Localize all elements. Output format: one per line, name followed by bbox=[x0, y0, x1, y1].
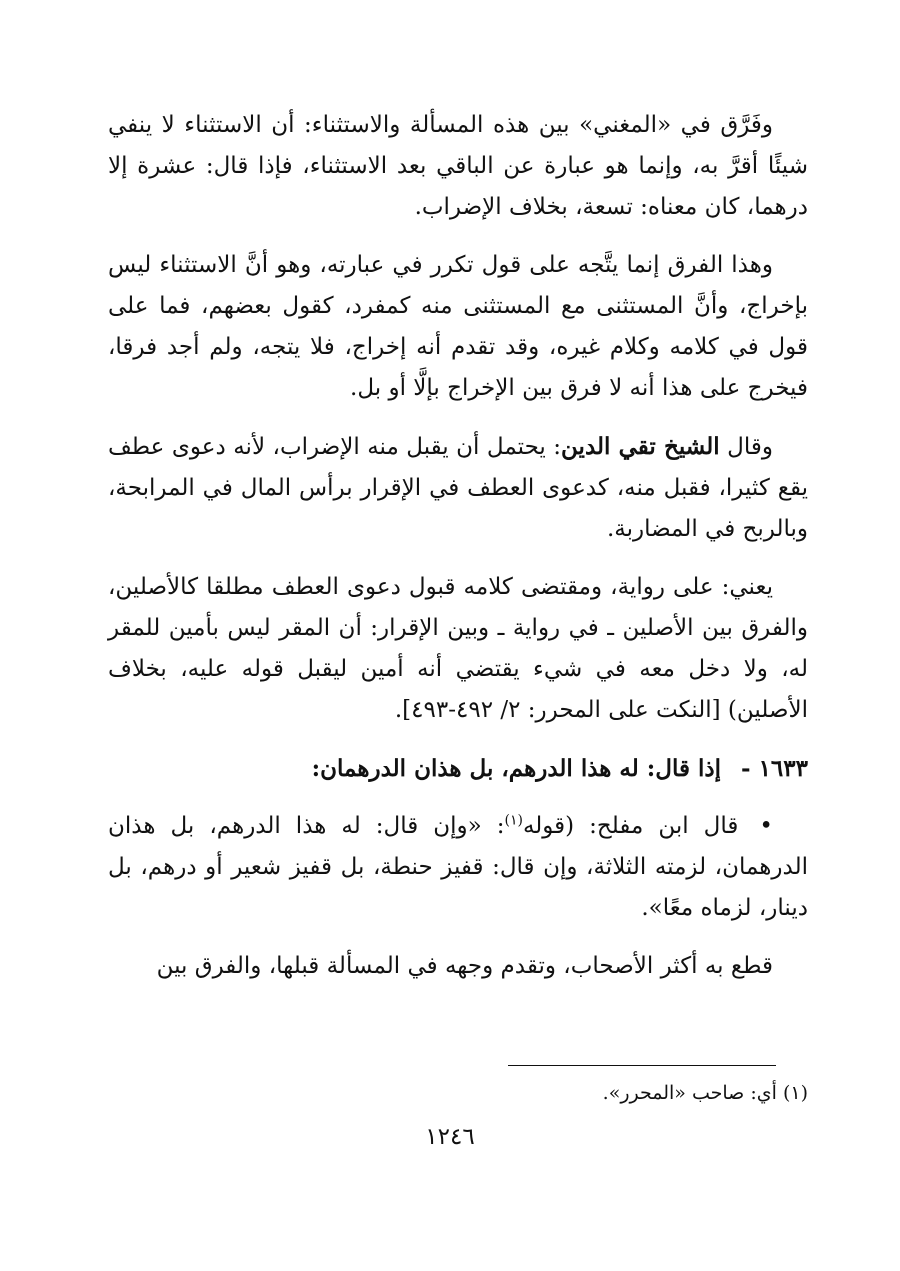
footnote-text: أي: صاحب «المحرر». bbox=[602, 1082, 777, 1104]
paragraph-3 bbox=[108, 426, 808, 550]
footnote-reference[interactable]: (١) bbox=[504, 812, 523, 829]
section-number: ١٦٣٣ - bbox=[741, 755, 808, 782]
paragraph-2: وهذا الفرق إنما يتَّجه على قول تكرر في عبارته، وهو أنَّ الاستثناء ليس بإخراج، وأنَّ المستثنى مع المستثنى منه كمفرد، كقول بعضهم، فما على قول في كلامه وكلام غيره، وقد تقدم أنه إخراج، فلا يتجه، ولم أجد فرقا، فيخرج على هذا أنه لا فرق بين الإخراج بإلَّا أو بل. bbox=[108, 252, 808, 401]
bullet-icon: • bbox=[759, 813, 773, 839]
scholar-name: الشيخ تقي الدين bbox=[561, 433, 720, 460]
paragraph-6: قطع به أكثر الأصحاب، وتقدم وجهه في المسألة قبلها، والفرق بين bbox=[156, 953, 773, 979]
paragraph-4: يعني: على رواية، ومقتضى كلامه قبول دعوى العطف مطلقا كالأصلين، والفرق بين الأصلين ـ في رواية ـ وبين الإقرار: أن المقر ليس بأمين للمقر له، ولا دخل معه في شيء يقتضي أنه أمين ليقبل قوله عليه، بخلاف الأصلين) [النكت على المحرر: ٢/ ٤٩٢-٤٩٣]. bbox=[108, 574, 808, 723]
footnote-marker: (١) bbox=[782, 1082, 808, 1104]
paragraph-1: وفَرَّق في «المغني» بين هذه المسألة والاستثناء: أن الاستثناء لا ينفي شيئًا أقرَّ به، وإنما هو عبارة عن الباقي بعد الاستثناء، فإذا قال: عشرة إلا درهما، كان معناه: تسعة، بخلاف الإضراب. bbox=[108, 112, 808, 220]
page-body bbox=[108, 105, 808, 1004]
page-number: ١٢٤٦ bbox=[425, 1124, 475, 1150]
section-heading bbox=[108, 748, 808, 789]
paragraph-5-before: قال ابن مفلح: (قوله bbox=[522, 813, 739, 839]
section-title: إذا قال: له هذا الدرهم، بل هذان الدرهمان: bbox=[311, 755, 722, 782]
paragraph-3-rest: : يحتمل أن يقبل منه الإضراب، لأنه دعوى عطف يقع كثيرا، فقبل منه، كدعوى العطف في الإقرار برأس المال في المرابحة، وبالربح في المضاربة. bbox=[108, 434, 808, 542]
paragraph-5 bbox=[108, 806, 808, 929]
footnote bbox=[108, 1078, 808, 1108]
paragraph-3-intro: وقال bbox=[727, 434, 773, 460]
paragraph-5-after: : «وإن قال: له هذا الدرهم، بل هذان الدرهمان، لزمته الثلاثة، وإن قال: قفيز حنطة، بل قفيز شعير أو درهم، بل دينار، لزماه معًا». bbox=[108, 813, 808, 921]
footnote-divider bbox=[508, 1065, 776, 1066]
